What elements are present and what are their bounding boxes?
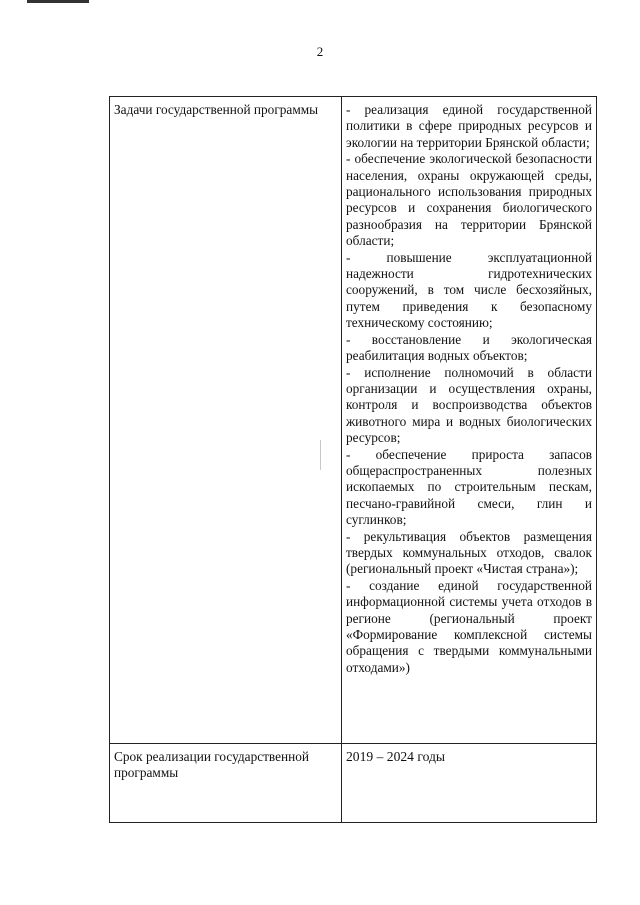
scan-edge-mark xyxy=(27,0,89,3)
task-item: - рекультивация объектов размещения твердых коммунальных отходов, свалок (региональный проект «Чистая страна»); xyxy=(346,528,592,577)
task-item: - создание единой государственной информационной системы учета отходов в регионе (региональный проект «Формирование комплексной системы обращения с твердыми коммунальными отходами») xyxy=(346,577,592,675)
term-label-cell xyxy=(110,744,342,823)
scan-artifact-line xyxy=(320,440,321,470)
task-item: - обеспечение прироста запасов общераспространенных полезных ископаемых по строительным пескам, песчано-гравийной смеси, глин и суглинков; xyxy=(346,446,592,528)
term-label: Срок реализации государственной программы xyxy=(114,749,310,781)
task-item: - обеспечение экологической безопасности населения, охраны окружающей среды, рационального использования природных ресурсов и сохранения биологического разнообразия на территории Брянской области; xyxy=(346,151,592,249)
task-item: - восстановление и экологическая реабилитация водных объектов; xyxy=(346,331,592,364)
term-value: 2019 – 2024 годы xyxy=(346,749,446,764)
program-passport-table xyxy=(109,96,597,823)
tasks-label-cell xyxy=(110,97,342,744)
table-row-term xyxy=(110,744,597,823)
page-number: 2 xyxy=(316,44,324,59)
task-item: - реализация единой государственной политики в сфере природных ресурсов и экологии на территории Брянской области; xyxy=(346,102,592,150)
task-item: - повышение эксплуатационной надежности гидротехнических сооружений, в том числе бесхозяйных, путем приведения к безопасному техническому состоянию; xyxy=(346,249,592,331)
term-value-cell xyxy=(342,744,597,823)
tasks-label: Задачи государственной программы xyxy=(114,102,319,117)
tasks-value-cell xyxy=(342,97,597,744)
table-row-tasks xyxy=(110,97,597,744)
task-item: - исполнение полномочий в области организации и осуществления охраны, контроля и воспроизводства объектов животного мира и водных биологических ресурсов; xyxy=(346,364,592,446)
